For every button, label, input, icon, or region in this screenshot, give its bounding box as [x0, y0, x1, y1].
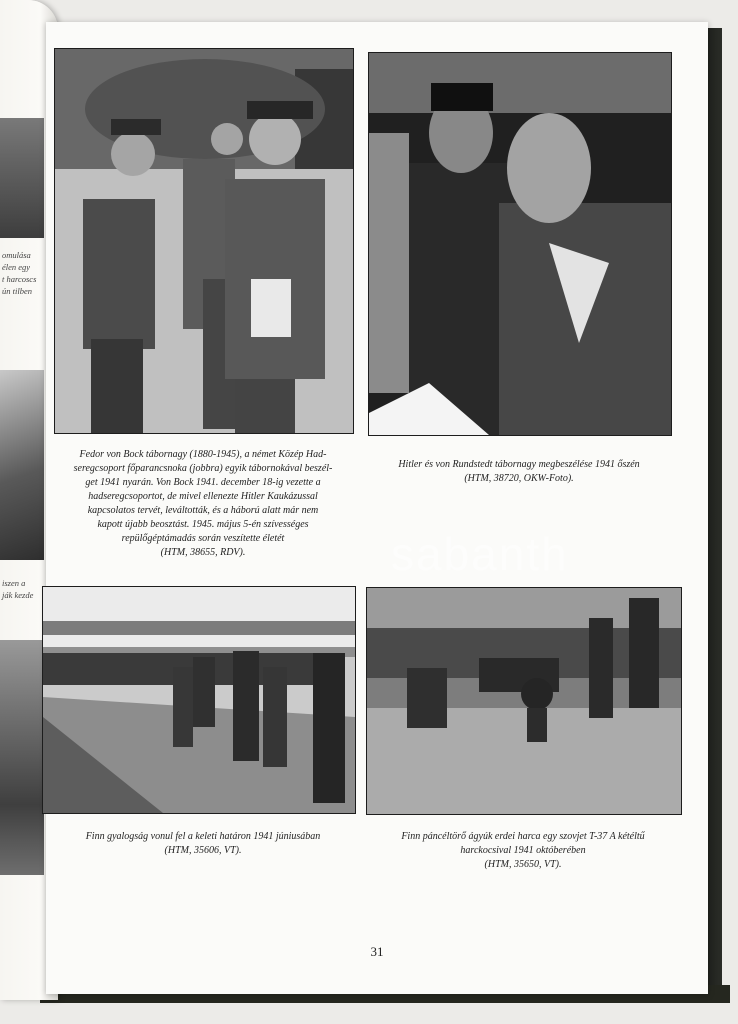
page-number: 31 — [370, 944, 384, 959]
caption-line: kapott újabb beosztást. 1945. május 5-én szívességes — [97, 519, 309, 530]
book-page — [46, 22, 708, 994]
caption-line: hadseregcsoportot, de mivel ellenezte Hitler Kaukázussal — [88, 491, 318, 502]
previous-page-text: ún tilben — [2, 286, 32, 296]
previous-page-photo — [0, 370, 44, 560]
caption-anti-tank-guns — [366, 830, 680, 872]
caption-line: (HTM, 35650, VT). — [484, 859, 562, 870]
caption-line: (HTM, 35606, VT). — [164, 845, 242, 856]
caption-line: (HTM, 38655, RDV). — [160, 547, 246, 558]
caption-line: Hitler és von Rundstedt tábornagy megbeszélése 1941 őszén — [398, 459, 640, 470]
caption-line: (HTM, 38720, OKW-Foto). — [464, 473, 574, 484]
caption-line: get 1941 nyarán. Von Bock 1941. december 18-ig vezette a — [85, 477, 321, 488]
photo-finnish-infantry — [42, 586, 356, 814]
caption-von-bock — [50, 448, 356, 560]
photo-anti-tank-guns — [366, 587, 682, 815]
photo-von-bock — [54, 48, 354, 434]
previous-page-text: omulása — [2, 250, 31, 260]
previous-page-text: ják kezde — [2, 590, 34, 600]
previous-page-text: iszen a — [2, 578, 26, 588]
caption-line: repülőgéptámadás során veszítette életét — [121, 533, 285, 544]
watermark: sabanth — [391, 528, 569, 580]
caption-line: seregcsoport főparancsnoka (jobbra) egyik tábornokával beszél- — [73, 463, 333, 474]
caption-line: Fedor von Bock tábornagy (1880-1945), a német Közép Had- — [79, 449, 327, 460]
previous-page-photo — [0, 118, 44, 238]
caption-hitler-rundstedt — [368, 458, 670, 486]
caption-line: Finn páncéltörő ágyúk erdei harca egy szovjet T-37 A kétéltű — [401, 831, 645, 842]
previous-page-photo — [0, 640, 44, 875]
caption-line: Finn gyalogság vonul fel a keleti határon 1941 júniusában — [85, 831, 321, 842]
previous-page-text: t harcoscs — [2, 274, 37, 284]
caption-line: kapcsolatos tervét, leváltották, és a háború alatt már nem — [87, 505, 319, 516]
caption-finnish-infantry — [50, 830, 356, 858]
photo-hitler-rundstedt — [368, 52, 672, 436]
previous-page-text: élen egy — [2, 262, 31, 272]
caption-line: harckocsival 1941 októberében — [460, 845, 586, 856]
